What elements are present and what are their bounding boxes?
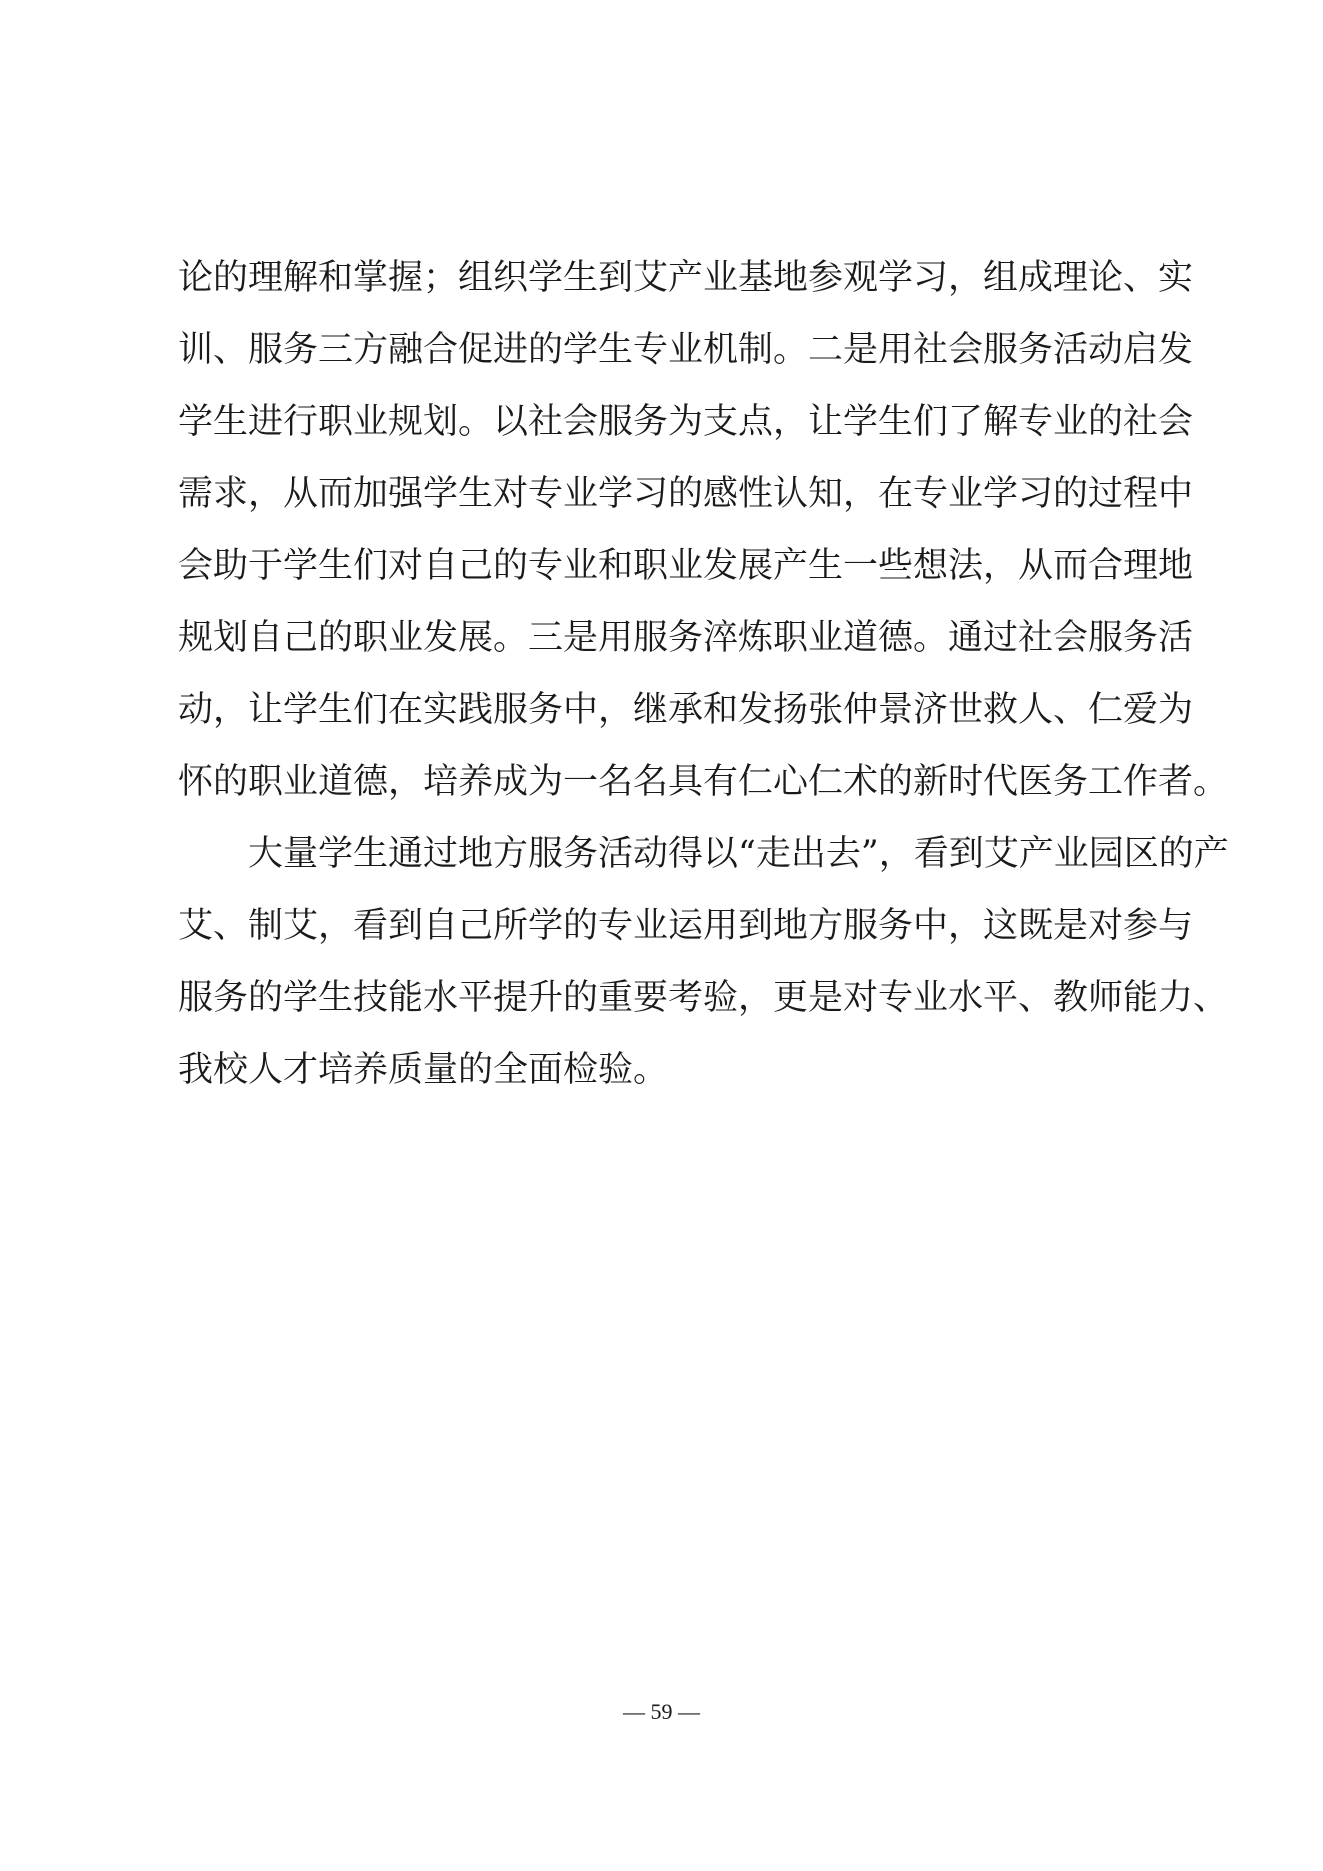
text-line: 我校人才培养质量的全面检验。	[178, 1050, 669, 1090]
paragraph-1	[178, 242, 1229, 818]
text-line: 艾、制艾，看到自己所学的专业运用到地方服务中，这既是对参与	[178, 906, 1194, 946]
text-line: 论的理解和掌握；组织学生到艾产业基地参观学习，组成理论、实	[178, 258, 1194, 298]
text-line: 规划自己的职业发展。三是用服务淬炼职业道德。通过社会服务活	[178, 618, 1194, 658]
text-line: 训、服务三方融合促进的学生专业机制。二是用社会服务活动启发	[178, 330, 1194, 370]
text-line: 服务的学生技能水平提升的重要考验，更是对专业水平、教师能力、	[178, 978, 1229, 1018]
paragraph-2	[178, 818, 1229, 1106]
text-line: 怀的职业道德，培养成为一名名具有仁心仁术的新时代医务工作者。	[178, 762, 1229, 802]
page-number: — 59 —	[623, 1699, 700, 1724]
body-text	[178, 242, 1229, 1106]
text-line: 学生进行职业规划。以社会服务为支点，让学生们了解专业的社会	[178, 402, 1194, 442]
text-line: 需求，从而加强学生对专业学习的感性认知，在专业学习的过程中	[178, 474, 1194, 514]
text-line: 会助于学生们对自己的专业和职业发展产生一些想法，从而合理地	[178, 546, 1194, 586]
text-line: 大量学生通过地方服务活动得以“走出去”，看到艾产业园区的产	[248, 834, 1229, 874]
text-line: 动，让学生们在实践服务中，继承和发扬张仲景济世救人、仁爱为	[178, 690, 1194, 730]
